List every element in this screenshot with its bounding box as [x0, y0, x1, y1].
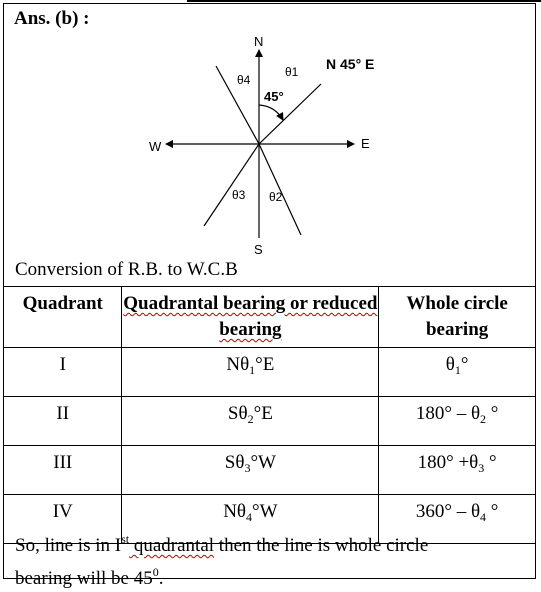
header-whole-circle-bearing: Whole circle bearing — [379, 287, 536, 348]
conversion-title: Conversion of R.B. to W.C.B — [15, 259, 238, 280]
quadrant-cell: I — [4, 348, 122, 397]
quadrant-cell: II — [4, 397, 122, 446]
whole-circle-bearing-cell: $360^\circ - \theta_4$ ° — [379, 495, 536, 544]
south-label: S — [254, 242, 263, 257]
whole-circle-bearing-cell: $\theta_1^\circ$ — [379, 348, 536, 397]
bearing-table — [3, 286, 536, 544]
top-border-line — [187, 0, 541, 2]
west-label: W — [149, 139, 162, 154]
east-label: E — [361, 136, 370, 151]
bearing-label: N 45° E — [326, 56, 375, 72]
table-header-row — [4, 287, 536, 348]
bearing-diagram — [140, 30, 390, 260]
theta1-label: θ1 — [285, 65, 299, 79]
header-reduced-bearing: Quadrantal bearing or reduced bearing — [122, 287, 379, 348]
reduced-bearing-cell: $S\theta_3^\circ W$ — [122, 446, 379, 495]
table-row — [4, 397, 536, 446]
theta2-label: θ2 — [269, 190, 283, 204]
table-row — [4, 348, 536, 397]
theta4-label: θ4 — [237, 73, 251, 87]
reduced-bearing-cell: $S\theta_2^\circ E$ — [122, 397, 379, 446]
north-label: N — [254, 34, 264, 49]
theta3-label: θ3 — [232, 188, 246, 202]
header-quadrant: Quadrant — [4, 287, 122, 348]
line-theta3 — [204, 144, 259, 226]
whole-circle-bearing-cell: $180^\circ +\theta_3$ ° — [379, 446, 536, 495]
conclusion-text: So, line is in Ist quadrantal then the line is whole circle bearing will be $45^0$. — [15, 532, 429, 589]
angle-label: 45° — [264, 89, 284, 104]
angle-arc — [259, 105, 283, 120]
quadrant-cell: III — [4, 446, 122, 495]
whole-circle-bearing-cell: $180^\circ - \theta_2$ ° — [379, 397, 536, 446]
reduced-bearing-cell: $N\theta_1^\circ E$ — [122, 348, 379, 397]
answer-label: Ans. (b) : — [14, 8, 90, 29]
quadrant-cell: IV — [4, 495, 122, 544]
table-row — [4, 446, 536, 495]
reduced-bearing-cell: $N\theta_4^\circ W$ — [122, 495, 379, 544]
